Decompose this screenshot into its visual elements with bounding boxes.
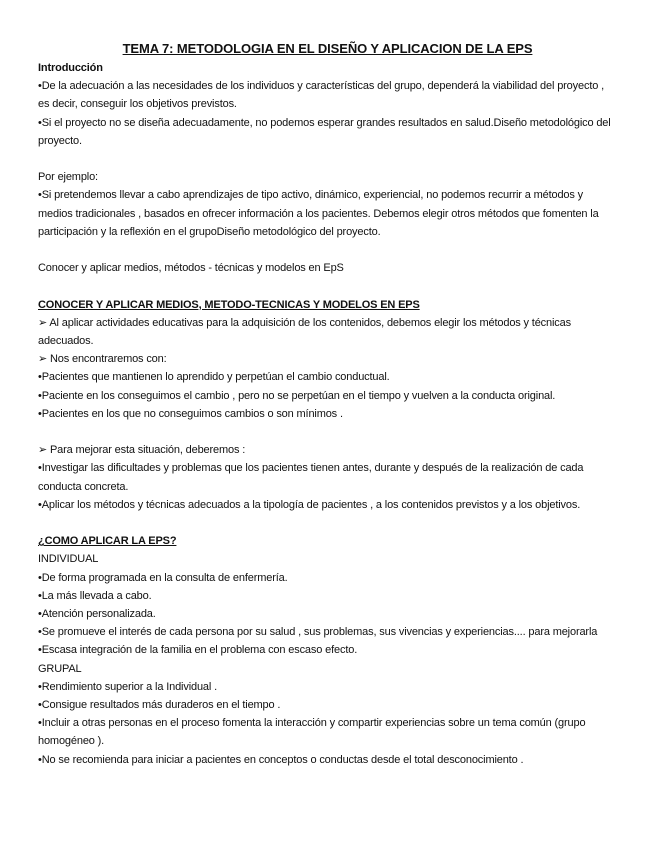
list-item: •Escasa integración de la familia en el problema con escaso efecto.	[38, 644, 358, 657]
individual-list	[38, 569, 617, 660]
intro-paragraph-1: •De la adecuación a las necesidades de los individuos y características del grupo, dependerá la viabilidad del proyecto , es decir, conseguir los objetivos previstos.	[38, 80, 605, 111]
list-item: ➢ Nos encontraremos con:	[38, 353, 167, 366]
list-item: •La más llevada a cabo.	[38, 589, 152, 602]
list-item: •Se promueve el interés de cada persona por su salud , sus problemas, sus vivencias y experiencias.... para mejorarla	[38, 626, 598, 639]
spacer	[38, 514, 617, 532]
spacer	[38, 150, 617, 168]
spacer	[38, 423, 617, 441]
spacer	[38, 241, 617, 259]
summary-line: Conocer y aplicar medios, métodos - técnicas y modelos en EpS	[38, 262, 344, 275]
section1-heading: CONOCER Y APLICAR MEDIOS, METODO-TECNICAS Y MODELOS EN EPS	[38, 298, 420, 311]
grupal-list	[38, 678, 617, 769]
list-item: •Aplicar los métodos y técnicas adecuados a la tipología de pacientes , a los contenidos previstos y a los objetivos.	[38, 498, 581, 511]
list-item: •Consigue resultados más duraderos en el tiempo .	[38, 699, 281, 712]
list-item: •Atención personalizada.	[38, 608, 156, 621]
list-item: •Incluir a otras personas en el proceso fomenta la interacción y compartir experiencias sobre un tema común (grupo homogéneo ).	[38, 717, 586, 748]
list-item: •No se recomienda para iniciar a pacientes en conceptos o conductas desde el total desconocimiento .	[38, 753, 524, 766]
list-item: •Paciente en los conseguimos el cambio , pero no se perpetúan en el tiempo y vuelven a la conducta original.	[38, 389, 556, 402]
list-item: •Pacientes en los que no conseguimos cambios o son mínimos .	[38, 407, 343, 420]
example-paragraph: •Si pretendemos llevar a cabo aprendizajes de tipo activo, dinámico, experiencial, no podemos recurrir a métodos y medios tradicionales , basados en ofrecer información a los pacientes. Debemos elegir otros métodos que fomenten la participación y la reflexión en el grupoDiseño metodológico del proyecto.	[38, 189, 599, 238]
section1-list	[38, 314, 617, 423]
list-item: •Rendimiento superior a la Individual .	[38, 680, 217, 693]
intro-paragraph-2: •Si el proyecto no se diseña adecuadamente, no podemos esperar grandes resultados en salud.Diseño metodológico del proyecto.	[38, 116, 611, 147]
list-item: •De forma programada en la consulta de enfermería.	[38, 571, 288, 584]
example-label: Por ejemplo:	[38, 171, 98, 184]
intro-heading: Introducción	[38, 62, 103, 74]
list-item: ➢ Para mejorar esta situación, deberemos :	[38, 444, 246, 457]
document-title: TEMA 7: METODOLOGIA EN EL DISEÑO Y APLICACION DE LA EPS	[122, 41, 533, 56]
list-item: •Pacientes que mantienen lo aprendido y perpetúan el cambio conductual.	[38, 371, 390, 384]
grupal-label: GRUPAL	[38, 662, 82, 675]
section2-heading: ¿COMO APLICAR LA EPS?	[38, 535, 177, 548]
section1-list-2	[38, 441, 617, 514]
list-item: ➢ Al aplicar actividades educativas para la adquisición de los contenidos, debemos elegir los métodos y técnicas adecuados.	[38, 316, 571, 347]
list-item: •Investigar las dificultades y problemas que los pacientes tienen antes, durante y después de la realización de cada conducta concreta.	[38, 462, 584, 493]
individual-label: INDIVIDUAL	[38, 553, 99, 566]
spacer	[38, 277, 617, 295]
